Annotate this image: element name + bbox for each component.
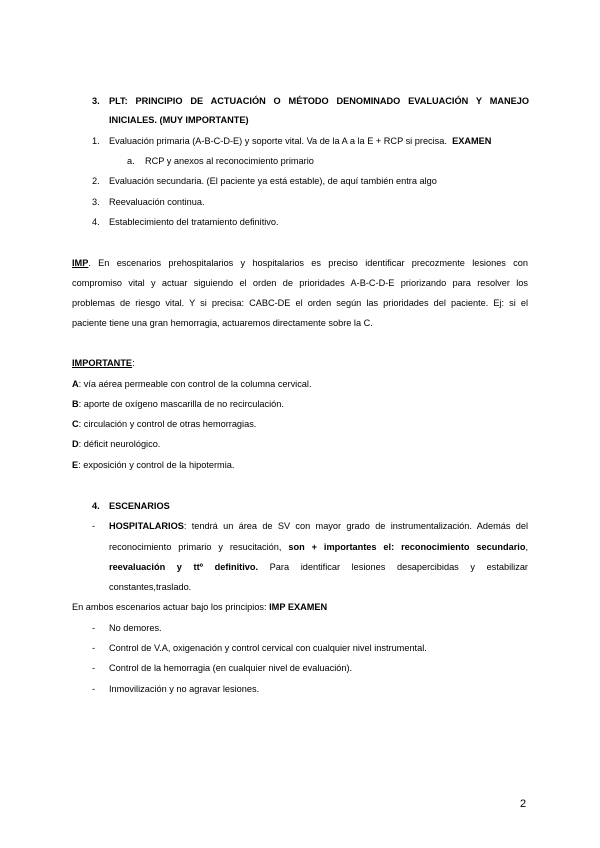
imp-text: . En escenarios prehospitalarios y hospitalarios es preciso identificar precozmente lesiones con xyxy=(88,258,528,268)
imp-paragraph-line1 xyxy=(72,257,528,269)
section-3-number: 3. xyxy=(92,96,100,106)
importante-heading xyxy=(72,357,135,369)
section-3-title-line2: INICIALES. (MUY IMPORTANTE) xyxy=(109,115,249,125)
list-item-number: 4. xyxy=(92,217,100,227)
bullet-dash: - xyxy=(92,521,96,531)
principles-intro xyxy=(72,601,327,613)
bullet-dash: - xyxy=(92,663,96,673)
importante-label: IMPORTANTE xyxy=(72,358,133,368)
page-number: 2 xyxy=(520,798,527,810)
bullet-dash: - xyxy=(92,684,96,694)
exam-highlight: EXAMEN xyxy=(452,136,492,146)
hospitalarios-bold: son + importantes el: reconocimiento secundario xyxy=(288,542,526,552)
imp-paragraph-line4: paciente tiene una gran hemorragia, actuaremos directamente sobre la C. xyxy=(72,318,373,328)
abcde-text: : aporte de oxígeno mascarilla de no recirculación. xyxy=(78,399,284,409)
abcde-text: : exposición y control de la hipotermia. xyxy=(78,460,235,470)
abcde-letter: C xyxy=(72,419,79,429)
principle-item: Control de la hemorragia (en cualquier nivel de evaluación). xyxy=(109,663,353,673)
section-4-number: 4. xyxy=(92,501,100,511)
list-item-number: 3. xyxy=(92,197,100,207)
hospitalarios-bold: reevaluación y ttº definitivo. xyxy=(109,562,259,572)
imp-paragraph-line2: compromiso vital y actuar siguiendo el orden de prioridades A-B-C-D-E priorizando para resolver los xyxy=(72,278,528,288)
abcde-text: : vía aérea permeable con control de la columna cervical. xyxy=(78,379,312,389)
abcde-item xyxy=(72,398,284,410)
abcde-letter: D xyxy=(72,439,79,449)
principle-item: No demores. xyxy=(109,623,162,633)
imp-label: IMP xyxy=(72,258,89,268)
bullet-dash: - xyxy=(92,643,96,653)
hospitalarios-line3 xyxy=(109,561,528,573)
list-item-text: Establecimiento del tratamiento definitivo. xyxy=(109,217,279,227)
list-item-text: Evaluación secundaria. (El paciente ya está estable), de aquí también entra algo xyxy=(109,176,437,186)
principles-highlight: IMP EXAMEN xyxy=(269,602,328,612)
list-item xyxy=(109,135,491,147)
importante-colon: : xyxy=(132,358,135,368)
abcde-item xyxy=(72,459,234,471)
abcde-letter: A xyxy=(72,379,79,389)
list-item-text: Evaluación primaria (A-B-C-D-E) y soporte vital. Va de la A a la E + RCP si precisa. xyxy=(109,136,447,146)
hospitalarios-line4: constantes,traslado. xyxy=(109,582,192,592)
hospitalarios-text: Para identificar lesiones desapercibidas y estabilizar xyxy=(258,562,528,572)
bullet-dash: - xyxy=(92,623,96,633)
hospitalarios-line1 xyxy=(109,520,528,532)
abcde-item xyxy=(72,438,160,450)
list-item-text: Reevaluación continua. xyxy=(109,197,205,207)
hospitalarios-text: : tendrá un área de SV con mayor grado de instrumentalización. Además del xyxy=(183,521,528,531)
imp-paragraph-line3: problemas de riesgo vital. Y si precisa: CABC-DE el orden según las prioridades del paciente. Ej: si el xyxy=(72,298,528,308)
abcde-letter: B xyxy=(72,399,79,409)
hospitalarios-line2 xyxy=(109,541,528,553)
abcde-text: : circulación y control de otras hemorragias. xyxy=(78,419,257,429)
principles-intro-text: En ambos escenarios actuar bajo los principios: xyxy=(72,602,270,612)
hospitalarios-comma: , xyxy=(525,542,528,552)
sublist-item-letter: a. xyxy=(127,156,135,166)
principle-item: Control de V.A, oxigenación y control cervical con cualquier nivel instrumental. xyxy=(109,643,427,653)
hospitalarios-text: reconocimiento primario y resucitación, xyxy=(109,542,289,552)
hospitalarios-label: HOSPITALARIOS xyxy=(109,521,184,531)
section-4-title: ESCENARIOS xyxy=(109,501,170,511)
abcde-item xyxy=(72,418,256,430)
abcde-item xyxy=(72,378,312,390)
principle-item: Inmovilización y no agravar lesiones. xyxy=(109,684,260,694)
abcde-text: : déficit neurológico. xyxy=(78,439,161,449)
sublist-item-text: RCP y anexos al reconocimiento primario xyxy=(145,156,314,166)
list-item-number: 1. xyxy=(92,136,100,146)
list-item-number: 2. xyxy=(92,176,100,186)
abcde-letter: E xyxy=(72,460,79,470)
section-3-title-line1: PLT: PRINCIPIO DE ACTUACIÓN O MÉTODO DENOMINADO EVALUACIÓN Y MANEJO xyxy=(109,96,529,106)
